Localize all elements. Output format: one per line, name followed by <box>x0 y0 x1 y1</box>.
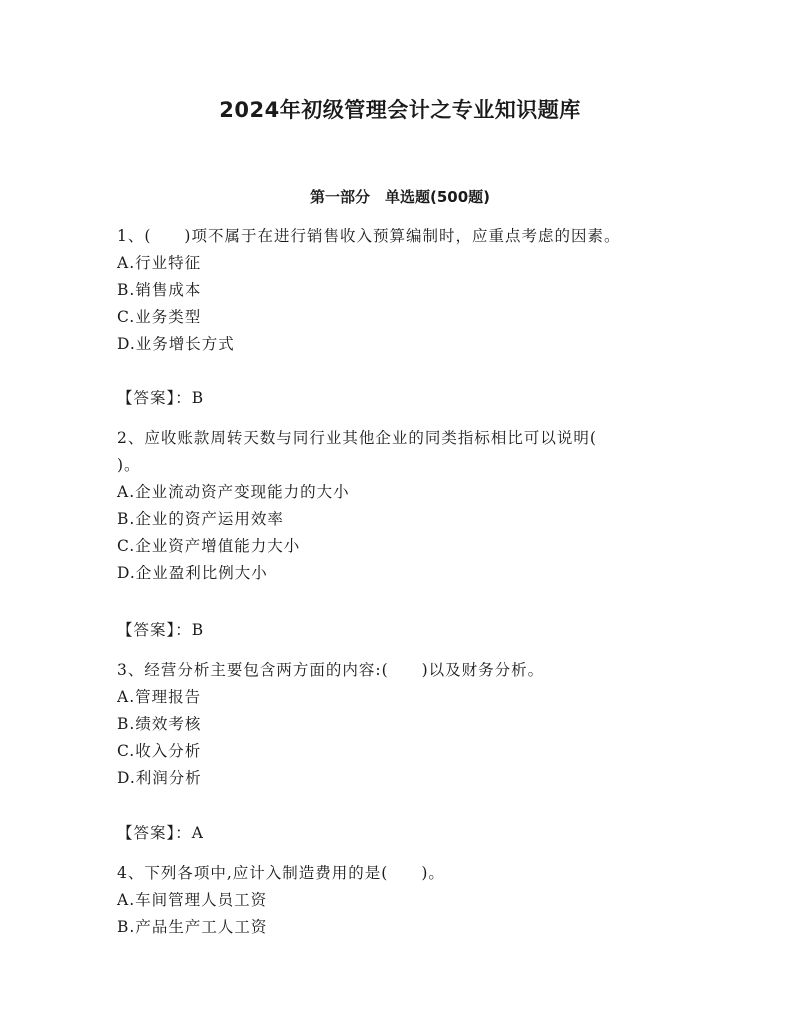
option-a: A.车间管理人员工资 <box>117 891 268 909</box>
option-a: A.管理报告 <box>117 688 202 706</box>
question-4 <box>117 860 687 941</box>
question-3 <box>117 657 687 792</box>
option-d: D.利润分析 <box>117 769 202 787</box>
option-b: B.产品生产工人工资 <box>117 918 268 936</box>
answer-2: 【答案】：B <box>117 621 205 639</box>
option-a: A.企业流动资产变现能力的大小 <box>117 483 350 501</box>
question-1 <box>117 223 687 358</box>
question-stem: 1、( )项不属于在进行销售收入预算编制时，应重点考虑的因素。 <box>117 227 621 245</box>
option-c: C.收入分析 <box>117 742 202 760</box>
answer-3: 【答案】：A <box>117 824 204 842</box>
option-b: B.销售成本 <box>117 281 202 299</box>
option-c: C.业务类型 <box>117 308 202 326</box>
question-stem: 3、经营分析主要包含两方面的内容:( )以及财务分析。 <box>117 661 545 679</box>
option-d: D.企业盈利比例大小 <box>117 564 268 582</box>
option-c: C.企业资产增值能力大小 <box>117 537 301 555</box>
option-a: A.行业特征 <box>117 254 202 272</box>
question-stem-continued: )。 <box>117 456 141 474</box>
question-2 <box>117 425 687 587</box>
question-stem: 4、下列各项中,应计入制造费用的是( )。 <box>117 864 445 882</box>
option-b: B.企业的资产运用效率 <box>117 510 284 528</box>
question-stem: 2、应收账款周转天数与同行业其他企业的同类指标相比可以说明( <box>117 429 597 447</box>
option-d: D.业务增长方式 <box>117 335 235 353</box>
answer-1: 【答案】：B <box>117 389 205 407</box>
section-title: 第一部分 单选题(500题) <box>309 188 491 206</box>
option-b: B.绩效考核 <box>117 715 202 733</box>
document-title: 2024年初级管理会计之专业知识题库 <box>219 98 581 122</box>
